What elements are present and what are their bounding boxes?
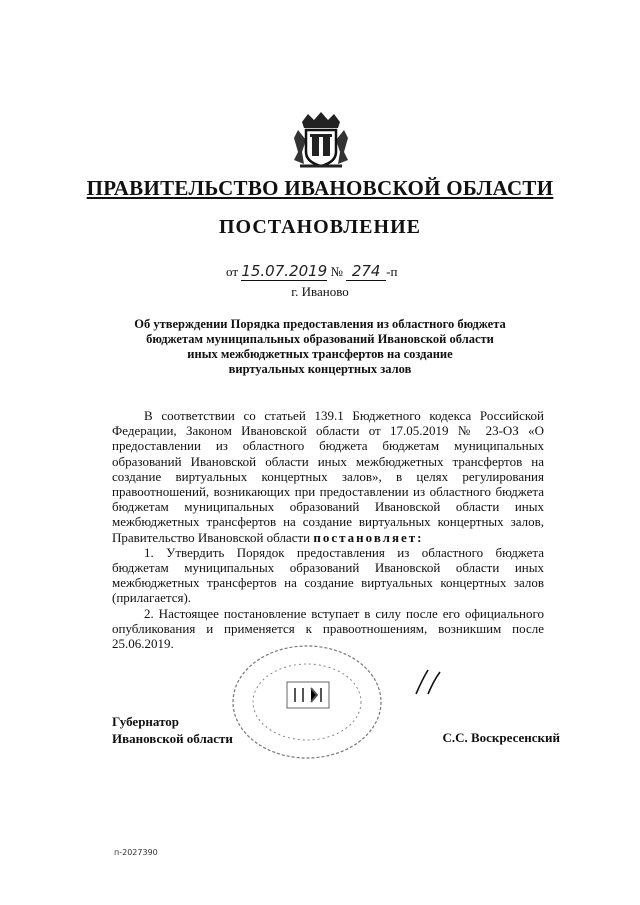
document-type: ПОСТАНОВЛЕНИЕ bbox=[219, 216, 421, 238]
date-prefix: от bbox=[226, 264, 239, 279]
preamble-text: В соответствии со статьей 139.1 Бюджетного кодекса Российской Федерации, Законом Ивановской области от 17.05.2019 № 23-ОЗ «О предоставлении из областного бюджета бюджетам муниципальных образований Ивановской области иных межбюджетных трансфертов на создание виртуальных концертных залов», в целях регулирования правоотношений, возникающих при предоставлении из областного бюджета бюджетам муниципальных образований Ивановской области иных межбюджетных трансфертов на создание виртуальных концертных залов, Правительство Ивановской области bbox=[112, 408, 544, 545]
footer-code: п-2027390 bbox=[114, 848, 158, 857]
preamble-paragraph bbox=[112, 408, 544, 545]
handwritten-signature bbox=[412, 668, 446, 696]
decree-word: постановляет: bbox=[313, 529, 424, 545]
position-line: Губернатор bbox=[112, 714, 180, 729]
signatory-position bbox=[112, 713, 262, 747]
organization-name: ПРАВИТЕЛЬСТВО ИВАНОВСКОЙ ОБЛАСТИ bbox=[86, 176, 554, 200]
number-sign: № bbox=[330, 264, 343, 279]
coat-of-arms-icon bbox=[290, 108, 352, 170]
title-line: иных межбюджетных трансфертов на создание bbox=[187, 347, 453, 361]
title-line: Об утверждении Порядка предоставления из областного бюджета bbox=[134, 317, 506, 331]
document-body bbox=[112, 408, 544, 651]
signatory-name: С.С. Воскресенский bbox=[442, 730, 560, 745]
title-line: виртуальных концертных залов bbox=[228, 362, 412, 376]
date-number-line bbox=[226, 262, 456, 281]
item-1: 1. Утвердить Порядок предоставления из областного бюджета бюджетам муниципальных образований Ивановской области иных межбюджетных трансфертов на создание виртуальных концертных залов (прилагается). bbox=[112, 544, 544, 606]
city: г. Иваново bbox=[291, 284, 349, 299]
document-date: 15.07.2019 bbox=[241, 262, 328, 280]
document-number: 274 bbox=[346, 262, 386, 281]
title-line: бюджетам муниципальных образований Ивановской области bbox=[146, 332, 494, 346]
item-2: 2. Настоящее постановление вступает в силу после его официального опубликования и применяется к правоотношениям, возникшим после 25.06.2019. bbox=[112, 605, 544, 652]
position-line: Ивановской области bbox=[112, 731, 233, 746]
number-suffix: -п bbox=[386, 264, 398, 279]
document-title bbox=[110, 317, 530, 377]
